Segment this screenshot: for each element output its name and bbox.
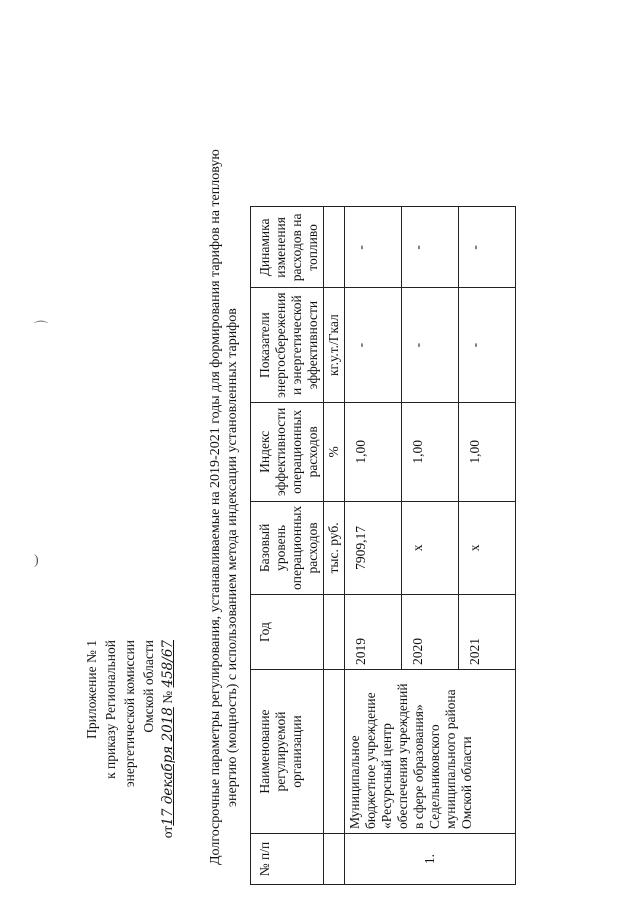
row-eff: - <box>402 288 459 402</box>
row-dyn: - <box>459 207 516 288</box>
header-row <box>251 207 324 885</box>
header-num: № п/п <box>251 834 324 885</box>
units-row <box>324 207 345 885</box>
row-dyn: - <box>402 207 459 288</box>
header-index: Индекс эффективности операционных расходов <box>251 402 324 501</box>
parameters-table <box>250 206 516 885</box>
handwritten-date: 17 декабря 2018 <box>160 707 176 826</box>
header-name: Наименование регулируемой организации <box>251 670 324 834</box>
document-title <box>207 5 241 865</box>
row-base: х <box>459 501 516 594</box>
unit-dyn <box>324 207 345 288</box>
unit-num <box>324 834 345 885</box>
row-index: 1,00 <box>402 402 459 501</box>
appendix-block <box>82 640 178 840</box>
row-year: 2020 <box>402 595 459 670</box>
row-dyn: - <box>345 207 402 288</box>
unit-eff: кг.у.т./Гкал <box>324 288 345 402</box>
row-index: 1,00 <box>345 402 402 501</box>
unit-year <box>324 595 345 670</box>
table-row <box>345 207 402 885</box>
header-year: Год <box>251 595 324 670</box>
appendix-date-line <box>158 640 178 840</box>
scan-mark: ⌒ <box>34 322 48 337</box>
row-year: 2021 <box>459 595 516 670</box>
row-index: 1,00 <box>459 402 516 501</box>
header-dyn: Динамика изменения расходов на топливо <box>251 207 324 288</box>
appendix-line-2: к приказу Региональной <box>103 640 118 779</box>
title-line-2: энергию (мощность) с использованием метода индексации установленных тарифов <box>225 308 240 807</box>
row-eff: - <box>459 288 516 402</box>
row-eff: - <box>345 288 402 402</box>
row-base: 7909,17 <box>345 501 402 594</box>
scan-mark: ) <box>34 553 39 568</box>
title-line-1: Долгосрочные параметры регулирования, устанавливаемые на 2019-2021 годы для формирования тарифов на тепловую <box>208 149 223 865</box>
date-prefix: от <box>160 825 175 839</box>
row-year: 2019 <box>345 595 402 670</box>
header-base: Базовый уровень операционных расходов <box>251 501 324 594</box>
handwritten-number: 458/67 <box>160 640 176 688</box>
org-name: Муниципальное бюджетное учреждение «Ресурсный центр обеспечения учреждений в сфере образования» Седельниковского муниципального района Омской области <box>345 670 516 834</box>
header-eff: Показатели энергосбережения и энергетической эффективности <box>251 288 324 402</box>
org-num: 1. <box>345 834 516 885</box>
appendix-line-1: Приложение № 1 <box>84 640 99 739</box>
number-prefix: № <box>160 690 175 704</box>
unit-index: % <box>324 402 345 501</box>
row-base: х <box>402 501 459 594</box>
appendix-line-4: Омской области <box>141 640 156 733</box>
unit-base: тыс. руб. <box>324 501 345 594</box>
unit-name <box>324 670 345 834</box>
appendix-line-3: энергетической комиссии <box>122 640 137 788</box>
